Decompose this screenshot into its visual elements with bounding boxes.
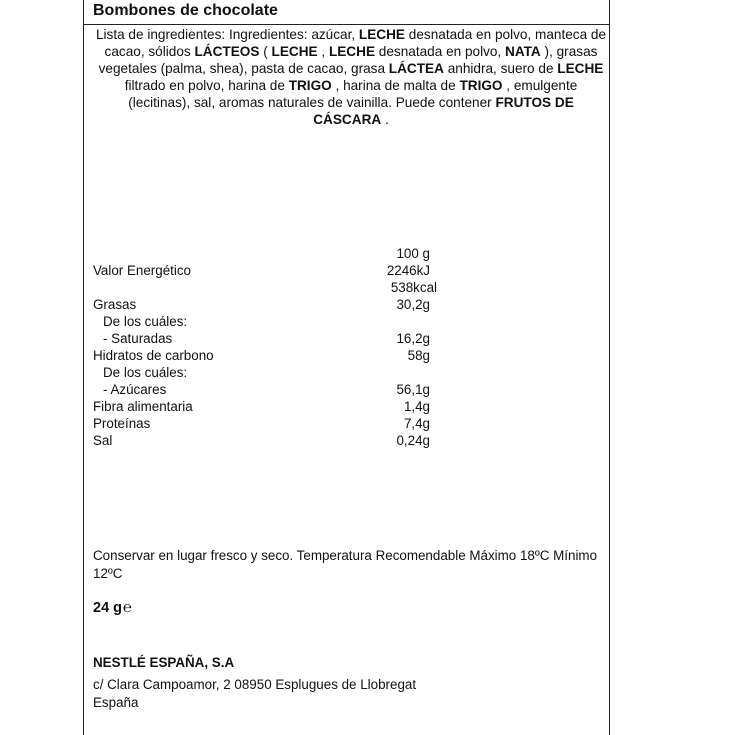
allergen-text: LECHE	[271, 44, 318, 60]
nutrition-value: 538kcal	[390, 280, 437, 295]
nutrition-value: 0,24g	[396, 433, 430, 448]
allergen-text: LECHE	[358, 27, 405, 42]
nutrition-value: 30,2g	[396, 297, 430, 312]
ingredient-text: Lista de ingredientes: Ingredientes: azúcar,	[95, 27, 359, 42]
nutrition-value: 58g	[407, 348, 430, 363]
nutrition-row-protein	[93, 415, 453, 432]
allergen-text: NATA	[505, 44, 541, 60]
ingredient-text: anhidra, suero de	[443, 61, 558, 77]
nutrition-value: 7,4g	[403, 416, 430, 431]
nutrition-label: - Saturadas	[103, 331, 173, 346]
nutrition-label: De los cuáles:	[103, 365, 188, 380]
ingredient-text: desnatada en polvo,	[375, 44, 506, 60]
ingredient-text: ), grasas vegetales (palma, shea), pasta de cacao, grasa	[98, 44, 598, 77]
nutrition-row-sugars	[93, 381, 453, 398]
ingredient-text: , emulgente (lecitinas), sal, aromas naturales de vainilla. Puede contener	[128, 78, 578, 111]
allergen-text: FRUTOS DE CÁSCARA	[313, 95, 574, 128]
nutrition-label: Hidratos de carbono	[93, 348, 214, 363]
company-name: NESTLÉ ESPAÑA, S.A	[93, 655, 235, 670]
nutrition-label: De los cuáles:	[103, 314, 188, 329]
estimated-sign-icon: ℮	[123, 599, 133, 616]
nutrition-row-carbs	[93, 347, 453, 364]
nutrition-label: Valor Energético	[93, 263, 192, 278]
nutrition-row-fat	[93, 296, 453, 313]
ingredient-text: desnatada en polvo, manteca de cacao, sólidos	[104, 27, 607, 60]
allergen-text: TRIGO	[288, 78, 332, 94]
allergen-text: LÁCTEOS	[194, 44, 260, 60]
nutrition-row-of-which	[93, 364, 453, 381]
nutrition-label: Fibra alimentaria	[93, 399, 193, 414]
address-country: España	[93, 695, 139, 710]
ingredient-text: ,	[317, 44, 329, 60]
net-weight-value: 24 g	[93, 600, 123, 616]
nutrition-label: Sal	[93, 433, 113, 448]
product-title: Bombones de chocolate	[93, 2, 278, 19]
nutrition-value: 2246kJ	[386, 263, 430, 278]
nutrition-label: Proteínas	[93, 416, 151, 431]
allergen-text: LECHE	[557, 61, 604, 77]
nutrition-value: 56,1g	[396, 382, 430, 397]
ingredients-list	[93, 26, 609, 129]
nutrition-label: - Azúcares	[103, 382, 167, 397]
ingredient-text: filtrado en polvo, harina de	[124, 78, 289, 94]
nutrition-row-fibre	[93, 398, 453, 415]
nutrition-header-row	[93, 245, 453, 262]
nutrition-value: 16,2g	[396, 331, 430, 346]
ingredient-text: .	[381, 112, 389, 128]
nutrition-header: 100 g	[396, 246, 430, 261]
nutrition-row-energy-kcal	[93, 279, 453, 296]
allergen-text: TRIGO	[459, 78, 503, 94]
allergen-text: LECHE	[328, 44, 376, 60]
nutrition-row-energy-kj	[93, 262, 453, 279]
nutrition-table	[93, 245, 453, 449]
net-weight	[93, 599, 132, 616]
allergen-text: LÁCTEA	[388, 61, 444, 77]
storage-instructions: Conservar en lugar fresco y seco. Temperatura Recomendable Máximo 18ºC Mínimo 12ºC	[93, 548, 598, 581]
address-line: c/ Clara Campoamor, 2 08950 Esplugues de Llobregat	[93, 677, 417, 692]
nutrition-row-of-which	[93, 313, 453, 330]
ingredient-text: (	[259, 44, 272, 60]
nutrition-row-saturated	[93, 330, 453, 347]
company-address	[93, 676, 416, 712]
nutrition-value: 1,4g	[403, 399, 430, 414]
nutrition-label: Grasas	[93, 297, 137, 312]
ingredient-text: , harina de malta de	[331, 78, 460, 94]
nutrition-row-salt	[93, 432, 453, 449]
